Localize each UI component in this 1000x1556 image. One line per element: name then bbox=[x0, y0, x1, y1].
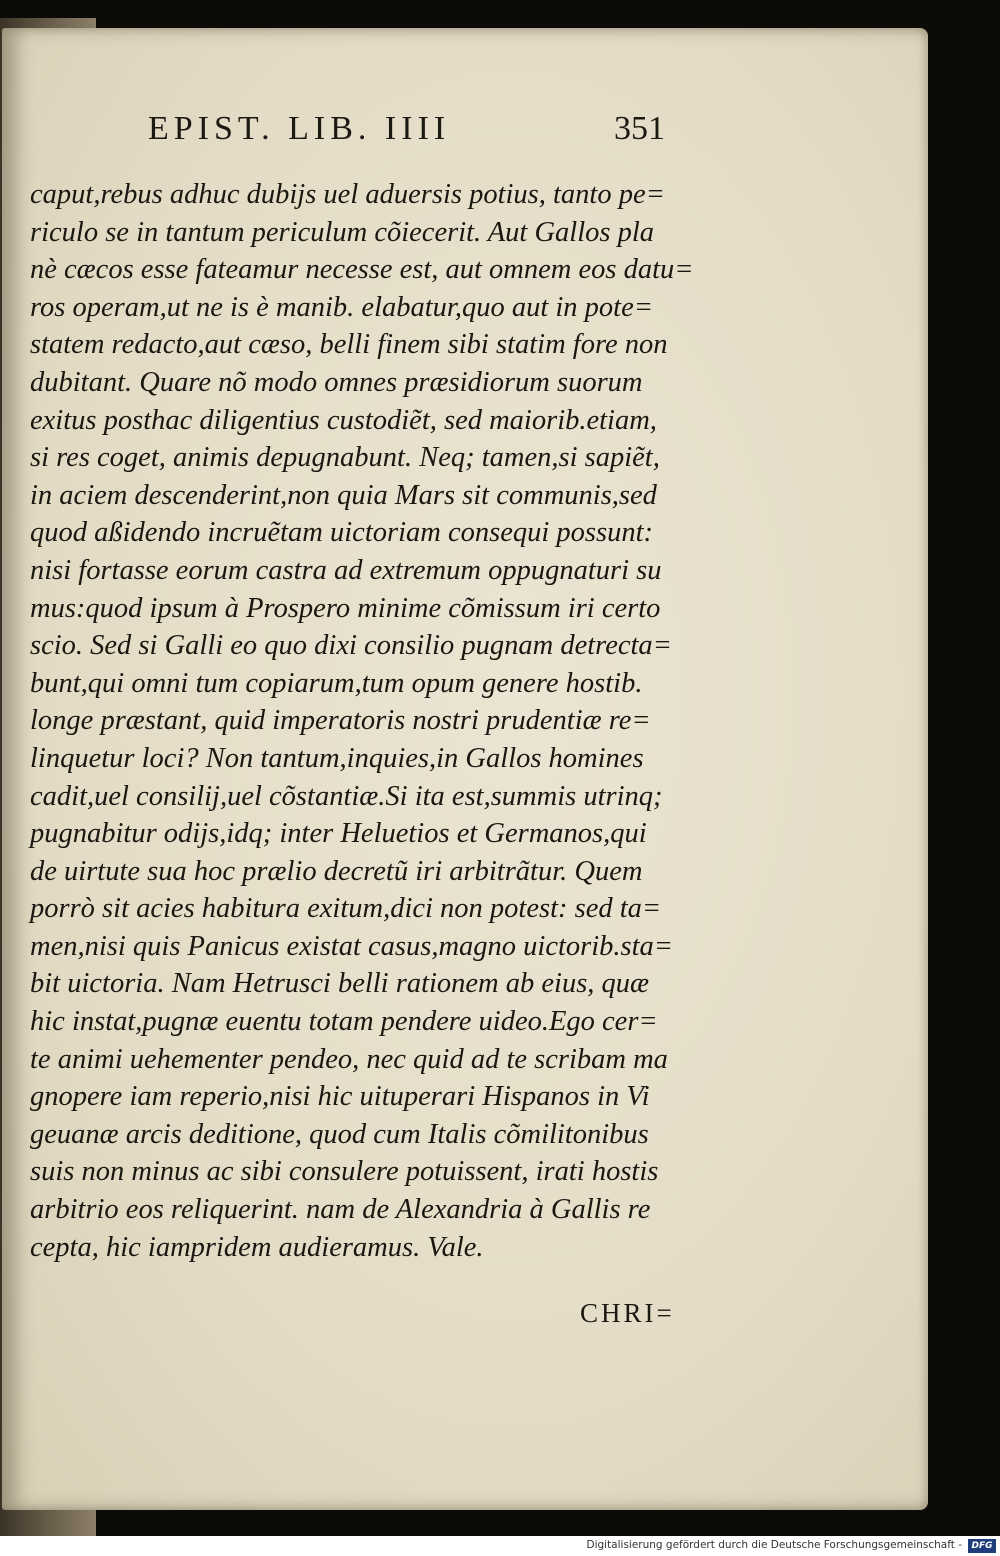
text-line: statem redacto,aut cæso, belli finem sibi statim fore non bbox=[30, 329, 668, 361]
text-line: scio. Sed si Galli eo quo dixi consilio pugnam detrecta= bbox=[30, 630, 672, 662]
text-line: ros operam,ut ne is è manib. elabatur,quo aut in pote= bbox=[30, 291, 653, 323]
text-line: exitus posthac diligentius custodiẽt, sed maiorib.etiam, bbox=[30, 404, 657, 436]
text-line: si res coget, animis depugnabunt. Neq; tamen,si sapiẽt, bbox=[30, 442, 660, 474]
digitization-footer bbox=[0, 1536, 1000, 1556]
text-line: geuanæ arcis deditione, quod cum Italis cõmilitonibus bbox=[30, 1118, 649, 1150]
text-line: cadit,uel consilij,uel cõstantiæ.Si ita est,summis utrinq; bbox=[30, 780, 663, 812]
page-header bbox=[2, 110, 928, 160]
text-line: bunt,qui omni tum copiarum,tum opum genere hostib. bbox=[30, 667, 643, 699]
text-line: men,nisi quis Panicus existat casus,magno uictorib.sta= bbox=[30, 930, 674, 962]
text-line: bit uictoria. Nam Hetrusci belli rationem ab eius, quæ bbox=[30, 968, 650, 1000]
text-line: in aciem descenderint,non quia Mars sit communis,sed bbox=[30, 479, 657, 511]
text-line: cepta, hic iampridem audieramus. Vale. bbox=[30, 1231, 484, 1263]
catchword: CHRI= bbox=[580, 1298, 675, 1328]
text-line: nè cæcos esse fateamur necesse est, aut omnem eos datu= bbox=[30, 254, 694, 286]
text-line: hic instat,pugnæ euentu totam pendere uideo.Ego cer= bbox=[30, 1006, 658, 1038]
text-line: porrò sit acies habitura exitum,dici non potest: sed ta= bbox=[30, 893, 662, 925]
text-line: longe præstant, quid imperatoris nostri prudentiæ re= bbox=[30, 705, 651, 737]
text-line: gnopere iam reperio,nisi hic uituperari Hispanos in Vi bbox=[30, 1081, 650, 1113]
page-body-text bbox=[30, 176, 694, 1266]
text-line: caput,rebus adhuc dubijs uel aduersis potius, tanto pe= bbox=[30, 179, 665, 210]
text-line: riculo se in tantum periculum cõiecerit. Aut Gallos pla bbox=[30, 216, 655, 248]
page-number: 351 bbox=[614, 110, 665, 147]
dfg-logo: DFG bbox=[968, 1539, 996, 1553]
book-page bbox=[2, 28, 928, 1510]
text-line: de uirtute sua hoc prælio decretũ iri arbitrãtur. Quem bbox=[30, 855, 643, 887]
text-line: te animi uehementer pendeo, nec quid ad te scribam ma bbox=[30, 1043, 668, 1075]
text-line: pugnabitur odijs,idq; inter Heluetios et Germanos,qui bbox=[30, 818, 647, 850]
text-line: linquetur loci? Non tantum,inquies,in Gallos homines bbox=[30, 742, 644, 774]
text-line: dubitant. Quare nõ modo omnes præsidiorum suorum bbox=[30, 366, 643, 398]
text-line: mus:quod ipsum à Prospero minime cõmissum iri certo bbox=[30, 592, 661, 624]
text-line: quod aßidendo incruẽtam uictoriam consequi possunt: bbox=[30, 517, 653, 549]
text-line: nisi fortasse eorum castra ad extremum oppugnaturi su bbox=[30, 554, 662, 586]
text-line: arbitrio eos reliquerint. nam de Alexandria à Gallis re bbox=[30, 1194, 651, 1226]
text-line: suis non minus ac sibi consulere potuissent, irati hostis bbox=[30, 1156, 659, 1188]
running-head: EPIST. LIB. IIII bbox=[148, 110, 451, 147]
footer-credit-text: Digitalisierung gefördert durch die Deutsche Forschungsgemeinschaft - bbox=[586, 1539, 962, 1551]
